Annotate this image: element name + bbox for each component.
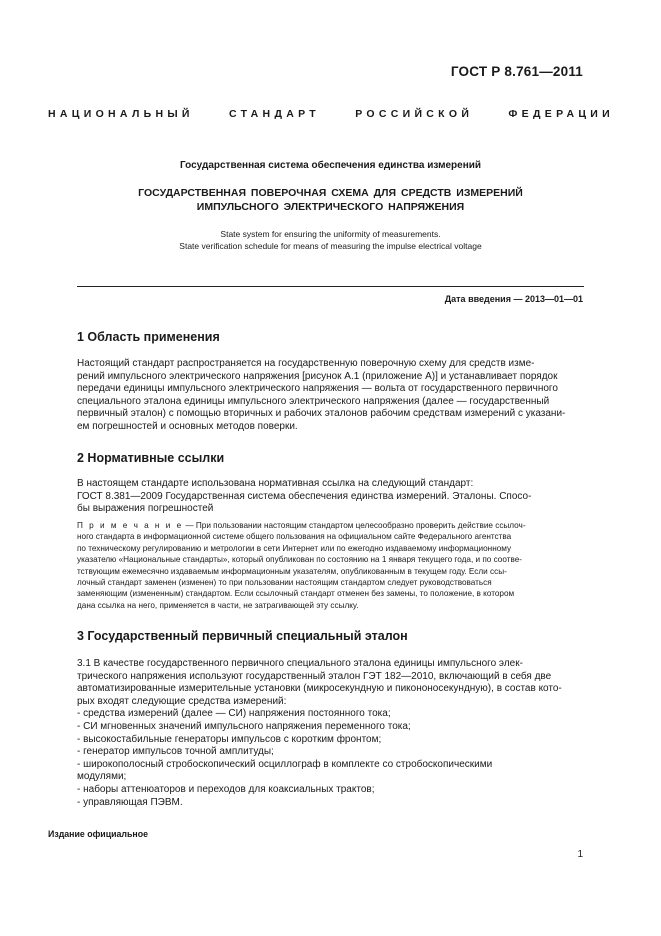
list-item: - высокостабильные генераторы импульсов с коротким фронтом;: [77, 733, 382, 745]
banner-word: СТАНДАРТ: [229, 108, 320, 120]
text-line: — При пользовании настоящим стандартом целесообразно проверить действие ссылоч-: [183, 521, 526, 530]
text-line: специального эталона единицы импульсного электрического напряжения (далее — государственный: [77, 395, 550, 407]
page-number: 1: [577, 849, 583, 860]
list-item: - управляющая ПЭВМ.: [77, 796, 183, 808]
list-item: - широкополосный стробоскопический осциллограф в комплекте со стробоскопическими: [77, 758, 493, 770]
section-3-heading: 3 Государственный первичный специальный эталон: [77, 629, 408, 643]
text-line: тствующим ежемесячно издаваемым информационным указателям, опубликованным в текущем году. Если ссы-: [77, 566, 507, 576]
official-edition-label: Издание официальное: [48, 829, 148, 839]
note-label: П р и м е ч а н и е: [77, 521, 184, 530]
equipment-list: [77, 708, 584, 809]
text-line: В настоящем стандарте использована нормативная ссылка на следующий стандарт:: [77, 478, 474, 489]
list-item: - генератор импульсов точной амплитуды;: [77, 746, 274, 758]
text-line: заменяющим (измененным) стандартом. Если ссылочный стандарт отменен без замены, то положение, в котором: [77, 589, 515, 599]
section-2-note: [77, 520, 584, 611]
text-line: передачи единицы импульсного электрического напряжения — вольта от государственного первичного: [77, 383, 558, 395]
text-line: по техническому регулированию и метрологии в сети Интернет или по ежегодно издаваемому информационному: [77, 543, 512, 553]
main-title-line: ГОСУДАРСТВЕННАЯ ПОВЕРОЧНАЯ СХЕМА ДЛЯ СРЕДСТВ ИЗМЕРЕНИЙ: [138, 187, 523, 199]
text-line: дана ссылка на него, применяется в части, не затрагивающей эту ссылку.: [77, 600, 359, 610]
text-line: рений импульсного электрического напряжения [рисунок А.1 (приложение А)] и устанавливает порядок: [77, 370, 558, 382]
text-line: бы выражения погрешностей: [77, 503, 214, 515]
list-item: - СИ мгновенных значений импульсного напряжения переменного тока;: [77, 720, 411, 732]
text-line: Настоящий стандарт распространяется на государственную поверочную схему для средств изме-: [77, 358, 535, 369]
text-line: рых входят следующие средства измерений:: [77, 695, 287, 707]
header-divider: [77, 286, 584, 287]
section-2-body: [77, 478, 584, 516]
text-line: указателю «Национальные стандарты», который опубликован по состоянию на 1 января текущего года, и по соотве-: [77, 555, 523, 565]
english-title-line: State system for ensuring the uniformity of measurements.: [220, 229, 441, 239]
text-line: 3.1 В качестве государственного первичного специального эталона единицы импульсного элек-: [77, 658, 523, 669]
text-line: ГОСТ 8.381—2009 Государственная система обеспечения единства измерений. Эталоны. Спосо-: [77, 490, 532, 502]
section-1-body: [77, 358, 584, 434]
document-id: ГОСТ Р 8.761—2011: [450, 64, 583, 79]
banner-word: РОССИЙСКОЙ: [355, 108, 474, 120]
banner-word: НАЦИОНАЛЬНЫЙ: [48, 108, 194, 120]
national-standard-banner: [48, 108, 614, 120]
section-3-body: [77, 658, 584, 809]
section-1-heading: 1 Область применения: [77, 330, 220, 344]
english-title-line: State verification schedule for means of measuring the impulse electrical voltage: [179, 240, 482, 251]
text-line: ного стандарта в информационной системе общего пользования на официальном сайте Федерального агентства: [77, 532, 512, 542]
section-2-heading: 2 Нормативные ссылки: [77, 451, 225, 465]
text-line: ем погрешностей и основных методов поверки.: [77, 420, 298, 432]
introduction-date: Дата введения — 2013—01—01: [444, 294, 583, 304]
english-title: [0, 229, 661, 252]
main-title-line: ИМПУЛЬСНОГО ЭЛЕКТРИЧЕСКОГО НАПРЯЖЕНИЯ: [196, 201, 465, 213]
list-item: - средства измерений (далее — СИ) напряжения постоянного тока;: [77, 708, 391, 720]
text-line: трического напряжения используют государственный эталон ГЭТ 182—2010, включающий в себя две: [77, 670, 552, 682]
list-item: модулями;: [77, 771, 127, 783]
list-item: - наборы аттенюаторов и переходов для коаксиальных трактов;: [77, 783, 375, 795]
text-line: лочный стандарт заменен (изменен) то при пользовании настоящим стандартом следует руководствоваться: [77, 578, 492, 588]
system-title: Государственная система обеспечения единства измерений: [179, 160, 482, 171]
text-line: первичный эталон) с помощью вторичных и рабочих эталонов рабочим средствам измерений с указани-: [77, 408, 566, 420]
main-title: [0, 186, 661, 214]
banner-word: ФЕДЕРАЦИИ: [508, 108, 614, 120]
text-line: автоматизированные измерительные установки (микросекундную и пикононосекундную), в состав кото-: [77, 683, 562, 695]
